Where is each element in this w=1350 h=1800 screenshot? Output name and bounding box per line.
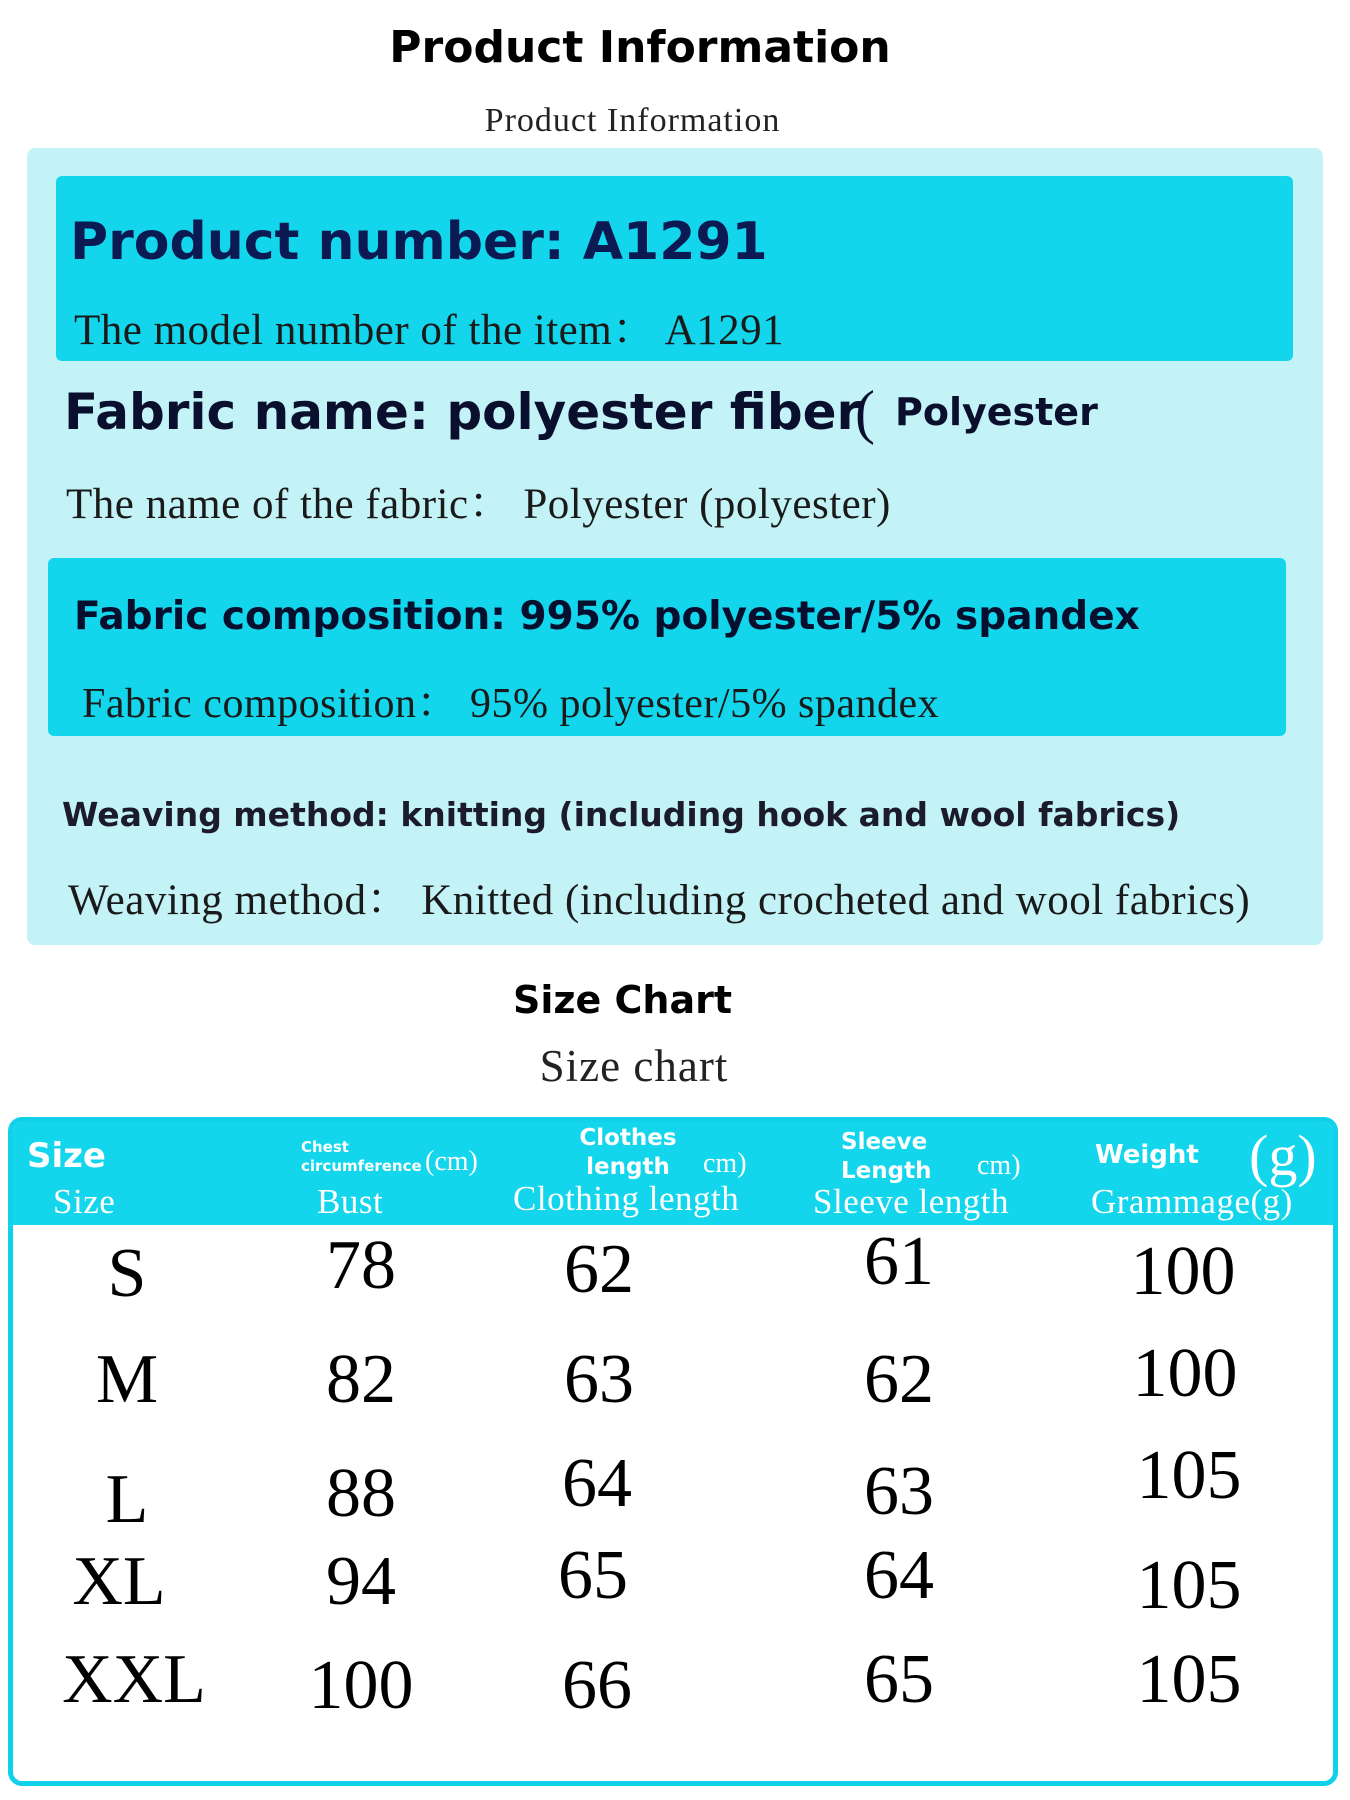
cell-bust: 82 [326,1341,396,1418]
header-weight-unit: (g) [1249,1123,1317,1188]
header-size: Size [27,1136,106,1176]
product-number-heading: Product number: A1291 [70,212,768,272]
cell-sleeve: 65 [864,1641,934,1718]
fabric-name-heading: Fabric name: polyester fiber [64,383,862,441]
header-sleeve: Sleeve Length [841,1129,932,1184]
cell-weight: 100 [1132,1335,1238,1412]
header-size-cn: Size [53,1182,116,1221]
cell-bust: 78 [326,1227,396,1304]
cell-sleeve: 61 [864,1223,934,1300]
cell-size: XL [72,1543,166,1620]
cell-size: L [105,1461,149,1538]
cell-sleeve: 62 [864,1341,934,1418]
cell-size: S [107,1235,147,1312]
cell-weight: 105 [1136,1437,1242,1514]
cell-sleeve: 63 [864,1453,934,1530]
cell-length: 64 [562,1445,632,1522]
header-weight: Weight [1095,1140,1199,1170]
header-sleeve-cn: Sleeve length [813,1182,1010,1221]
fabric-name-paren: ( [855,379,875,445]
cell-length: 63 [564,1341,634,1418]
cell-bust: 94 [326,1543,396,1620]
page-title: Product Information [389,22,891,73]
fabric-name-detail: The name of the fabric： Polyester (polyester) [66,481,891,528]
cell-length: 65 [558,1537,628,1614]
cell-size: M [95,1341,159,1418]
cell-bust: 100 [308,1647,414,1724]
cell-weight: 105 [1136,1547,1242,1624]
cell-weight: 100 [1130,1233,1236,1310]
composition-heading: Fabric composition: 995% polyester/5% spandex [74,594,1140,639]
header-bust: Chest circumference [301,1138,422,1175]
weaving-detail: Weaving method： Knitted (including crocheted and wool fabrics) [68,877,1251,924]
cell-weight: 105 [1136,1641,1242,1718]
page-subtitle: Product Information [484,102,781,139]
header-length: Clothes length [579,1125,677,1180]
header-length-cn: Clothing length [513,1179,740,1218]
header-bust-cn: Bust [317,1182,384,1221]
size-table [8,1117,1338,1786]
product-number-detail: The model number of the item： A1291 [74,307,785,354]
fabric-name-tag: Polyester [895,390,1098,434]
header-sleeve-unit: cm) [977,1150,1021,1181]
cell-length: 62 [564,1231,634,1308]
weaving-heading: Weaving method: knitting (including hook and wool fabrics) [62,795,1181,834]
cell-length: 66 [562,1647,632,1724]
size-chart-subtitle: Size chart [539,1041,729,1091]
cell-bust: 88 [326,1455,396,1532]
size-table-header [13,1122,1333,1225]
header-length-unit: cm) [703,1148,747,1179]
cell-size: XXL [62,1641,206,1718]
composition-detail: Fabric composition： 95% polyester/5% spandex [82,681,940,727]
size-chart-title: Size Chart [512,978,732,1022]
cell-sleeve: 64 [864,1537,934,1614]
header-bust-unit: (cm) [425,1146,478,1177]
header-weight-cn: Grammage(g) [1091,1182,1293,1221]
